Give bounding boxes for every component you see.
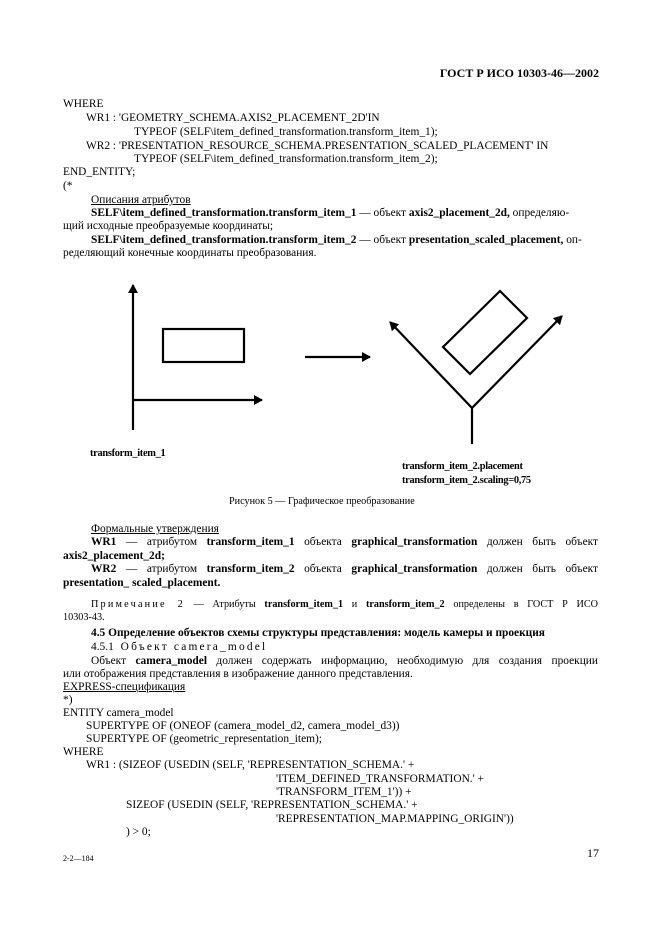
rule-wr1-line1 <box>91 536 598 549</box>
section-heading: 4.5 Определение объектов схемы структуры представления: модель камеры и проекция <box>91 627 545 639</box>
code-wr1-b: 'ITEM_DEFINED_TRANSFORMATION.' + <box>276 773 484 785</box>
standard-header: ГОСТ Р ИСО 10303-46—2002 <box>439 66 599 80</box>
attribute-1-term: SELF\item_defined_transformation.transform_item_1 <box>91 207 357 219</box>
rule-wr1-line2: axis2_placement_2d; <box>63 550 165 562</box>
figure-caption: Рисунок 5 — Графическое преобразование <box>229 496 415 507</box>
rule-wr2-line1 <box>91 563 598 576</box>
section-paragraph-rest: должен содержать информацию, необходимую для создания проекции <box>206 655 598 667</box>
code-end-entity: END_ENTITY; <box>63 166 136 178</box>
note-line2: 10303-43. <box>63 612 105 623</box>
subsection-heading <box>91 641 267 654</box>
code-wr1-d: SIZEOF (USEDIN (SELF, 'REPRESENTATION_SCHEMA.' + <box>126 799 418 811</box>
attribute-1-mid: — объект <box>356 207 409 219</box>
note-text2: и <box>343 599 366 610</box>
label-transform-item-2-placement: transform_item_2.placement <box>402 461 523 472</box>
note-text1: — Атрибуты <box>184 599 265 610</box>
code-wr2-line2: TYPEOF (SELF\item_defined_transformation.transform_item_2); <box>134 153 438 165</box>
note-label: Примечание 2 <box>91 599 185 610</box>
code-where-2: WHERE <box>63 746 104 758</box>
code-wr1-line2: TYPEOF (SELF\item_defined_transformation.transform_item_1); <box>134 126 438 138</box>
subsection-number: 4.5.1 <box>91 641 114 653</box>
rule-wr1-attribute: transform_item_1 <box>206 536 295 548</box>
code-wr1-e: 'REPRESENTATION_MAP.MAPPING_ORIGIN')) <box>276 813 514 825</box>
attribute-1-tail: определяю- <box>509 207 570 219</box>
rule-wr2-object: graphical_transformation <box>351 563 478 575</box>
section-paragraph-term: camera_model <box>135 655 207 667</box>
note-attribute-1: transform_item_1 <box>264 599 344 610</box>
rule-wr1-object: graphical_transformation <box>351 536 478 548</box>
rule-wr1-text2: объекта <box>294 536 352 548</box>
section-paragraph-start: Объект <box>91 655 136 667</box>
code-wr1-a: WR1 : (SIZEOF (USEDIN (SELF, 'REPRESENTATION_SCHEMA.' + <box>86 759 415 771</box>
source-rectangle <box>163 329 244 362</box>
code-supertype-1: SUPERTYPE OF (ONEOF (camera_model_d2, camera_model_d3)) <box>86 720 400 732</box>
note-line1 <box>91 598 598 611</box>
rule-wr1-text1: — атрибутом <box>116 536 207 548</box>
attribute-2-mid: — объект <box>356 234 409 246</box>
code-wr1-f: ) > 0; <box>126 826 151 838</box>
rule-wr2-text2: объекта <box>294 563 352 575</box>
express-heading: EXPRESS-спецификация <box>63 681 186 693</box>
code-comment-open: (* <box>63 180 73 192</box>
rule-wr1-label: WR1 <box>91 536 117 548</box>
rule-wr2-label: WR2 <box>91 563 117 575</box>
page-number: 17 <box>587 846 599 860</box>
attribute-2-line2: ределяющий конечные координаты преобразования. <box>63 247 317 259</box>
section-paragraph-line1 <box>91 655 598 668</box>
code-supertype-2: SUPERTYPE OF (geometric_representation_item); <box>86 733 322 745</box>
rule-wr1-text3: должен быть объект <box>477 536 598 548</box>
print-code: 2-2—184 <box>63 854 94 863</box>
label-transform-item-2-scaling: transform_item_2.scaling=0,75 <box>402 475 531 486</box>
subsection-title: Объект camera_model <box>120 641 268 653</box>
rule-wr2-text1: — атрибутом <box>116 563 207 575</box>
code-entity: ENTITY camera_model <box>63 707 174 719</box>
attribute-1-object: axis2_placement_2d, <box>408 207 510 219</box>
attribute-2-tail: оп- <box>563 234 582 246</box>
rule-wr2-attribute: transform_item_2 <box>206 563 295 575</box>
label-transform-item-1: transform_item_1 <box>90 448 166 459</box>
attribute-2-term: SELF\item_defined_transformation.transform_item_2 <box>91 234 357 246</box>
note-attribute-2: transform_item_2 <box>365 599 445 610</box>
rule-wr2-text3: должен быть объект <box>477 563 598 575</box>
code-comment-close: *) <box>63 694 73 706</box>
attribute-2-object: presentation_scaled_placement, <box>408 234 564 246</box>
section-paragraph-line2: или отображения представления в изображение данного представления. <box>63 668 413 680</box>
rules-heading: Формальные утверждения <box>91 523 219 535</box>
attribute-1-line2: щий исходные преобразуемые координаты; <box>63 220 274 232</box>
target-axis-right <box>472 316 562 408</box>
attributes-heading: Описания атрибутов <box>91 194 191 206</box>
code-wr1-c: 'TRANSFORM_ITEM_1')) + <box>276 786 412 798</box>
code-where: WHERE <box>63 98 104 110</box>
code-wr1-line1: WR1 : 'GEOMETRY_SCHEMA.AXIS2_PLACEMENT_2D'IN <box>86 112 380 124</box>
target-rotated-rectangle <box>443 291 527 374</box>
rule-wr2-line2: presentation_ scaled_placement. <box>63 577 221 589</box>
note-text3: определены в ГОСТ Р ИСО <box>444 599 598 610</box>
code-wr2-line1: WR2 : 'PRESENTATION_RESOURCE_SCHEMA.PRESENTATION_SCALED_PLACEMENT' IN <box>86 140 549 152</box>
